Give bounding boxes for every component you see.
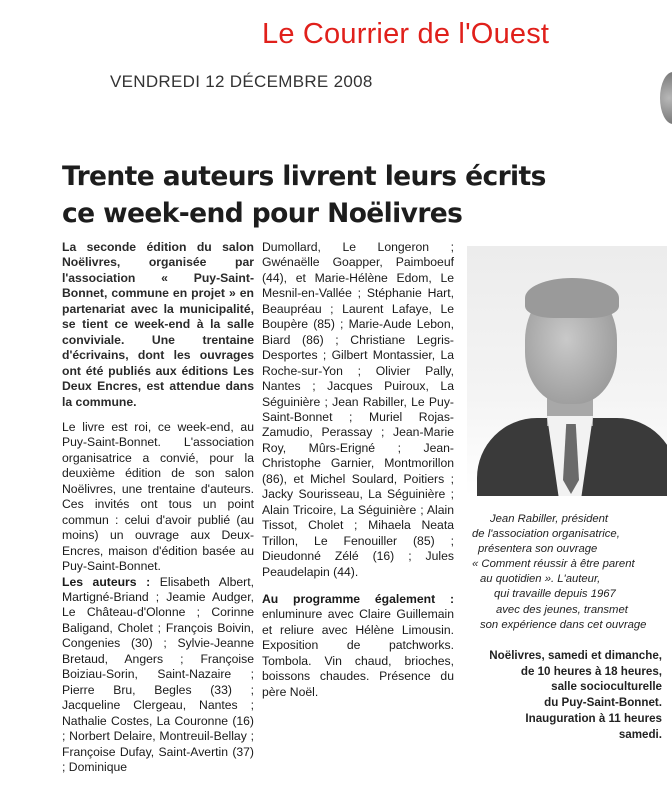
info-line: Inauguration à 11 heures xyxy=(525,711,662,725)
caption-line: « Comment réussir à être parent xyxy=(472,558,635,571)
caption-line: son expérience dans cet ouvrage xyxy=(480,618,647,631)
author-photo xyxy=(467,246,667,496)
info-line: de 10 heures à 18 heures, xyxy=(520,664,662,678)
event-info-box xyxy=(422,648,662,742)
publication-date: VENDREDI 12 DÉCEMBRE 2008 xyxy=(110,72,373,91)
info-line: samedi. xyxy=(618,727,662,741)
article-column-1 xyxy=(62,240,254,775)
authors-paragraph xyxy=(62,575,254,776)
info-line: Noëlivres, samedi et dimanche, xyxy=(489,649,662,662)
article-lead: La seconde édition du salon Noëlivres, organisée par l'association « Puy-Saint-Bonnet, commune en projet » en partenariat avec la municipalité, se tient ce week-end à la salle conviviale. Une trentaine d'écrivains, dont les ouvrages ont été publiés aux éditions Les Deux Encres, est attendue dans la commune. xyxy=(62,240,254,409)
info-line: salle socioculturelle xyxy=(551,680,662,694)
caption-line: qui travaille depuis 1967 xyxy=(494,588,616,601)
caption-line: avec des jeunes, transmet xyxy=(496,603,628,616)
photo-hair xyxy=(525,278,619,318)
article-column-2 xyxy=(262,240,454,700)
authors-list-part-1: Elisabeth Albert, Martigné-Briand ; Jeamie Audger, Le Château-d'Olonne ; Corinne Baligand, Cholet ; François Boivin, Congenies (30) ; Sylvie-Jeanne Bretaud, Angers ; Françoise Boiziau-Sorin, Saint-Nazaire ; Pierre Bru, Begles (33) ; Jacqueline Clergeau, Nantes ; Nathalie Costes, La Couronne (16) ; Norbert Delaire, Montreuil-Bellay ; Françoise Dufay, Saint-Avertin (37) ; Dominique xyxy=(62,574,255,774)
photo-caption xyxy=(472,512,668,633)
program-text: enluminure avec Claire Guillemain et reliure avec Hélène Limousin. Exposition de patchworks. Tombola. Vin chaud, brioches, boissons chaudes. Présence du père Noël. xyxy=(262,607,454,699)
article-paragraph: Le livre est roi, ce week-end, au Puy-Saint-Bonnet. L'association organisatrice a convié, pour la deuxième édition de son salon Noëlivres, une trentaine d'auteurs. Ces invités ont tous un point commun : celui d'avoir publié (au moins) un ouvrage aux Deux-Encres, maison d'édition basée au Puy-Saint-Bonnet. xyxy=(62,419,254,574)
authors-label: Les auteurs : xyxy=(62,574,151,589)
program-label: Au programme également : xyxy=(262,591,454,606)
caption-line: au quotidien ». L'auteur, xyxy=(480,573,601,586)
headline-line-1: Trente auteurs livrent leurs écrits xyxy=(62,161,546,192)
caption-line: présentera son ouvrage xyxy=(478,543,598,556)
caption-line: Jean Rabiller, président xyxy=(490,513,609,525)
scan-edge-mark xyxy=(660,72,672,124)
headline-line-2: ce week-end pour Noëlivres xyxy=(62,198,463,229)
article-headline xyxy=(62,158,602,232)
caption-line: de l'association organisatrice, xyxy=(472,528,620,541)
info-line: du Puy-Saint-Bonnet. xyxy=(544,696,662,710)
authors-list-part-2: Dumollard, Le Longeron ; Gwénaëlle Goapper, Paimboeuf (44), et Marie-Hélène Edom, Le Mesnil-en-Vallée ; Stéphanie Hart, Beaupréau ; Laurent Lafaye, Le Boupère (85) ; Marie-Aude Lebon, Biard (86) ; Christiane Legris-Desportes ; Gilbert Montassier, La Roche-sur-Yon ; Olivier Pally, Nantes ; Jacques Puiroux, La Séguinière ; Jean Rabiller, Le Puy-Saint-Bonnet ; Muriel Rojas-Zamudio, Perassay ; Jean-Marie Roy, Mûrs-Erigné ; Jean-Christophe Garnier, Montmorillon (86), et Michel Soulard, Poitiers ; Jacky Sourisseau, La Séguinière ; Alain Tricoire, La Séguinière ; Alain Tissot, Cholet ; Mihaela Neata Trillon, Le Fenouiller (85) ; Dieudonné Zélé (16) ; Jules Peaudelapin (44). xyxy=(262,240,454,579)
newspaper-masthead: Le Courrier de l'Ouest xyxy=(262,18,550,50)
